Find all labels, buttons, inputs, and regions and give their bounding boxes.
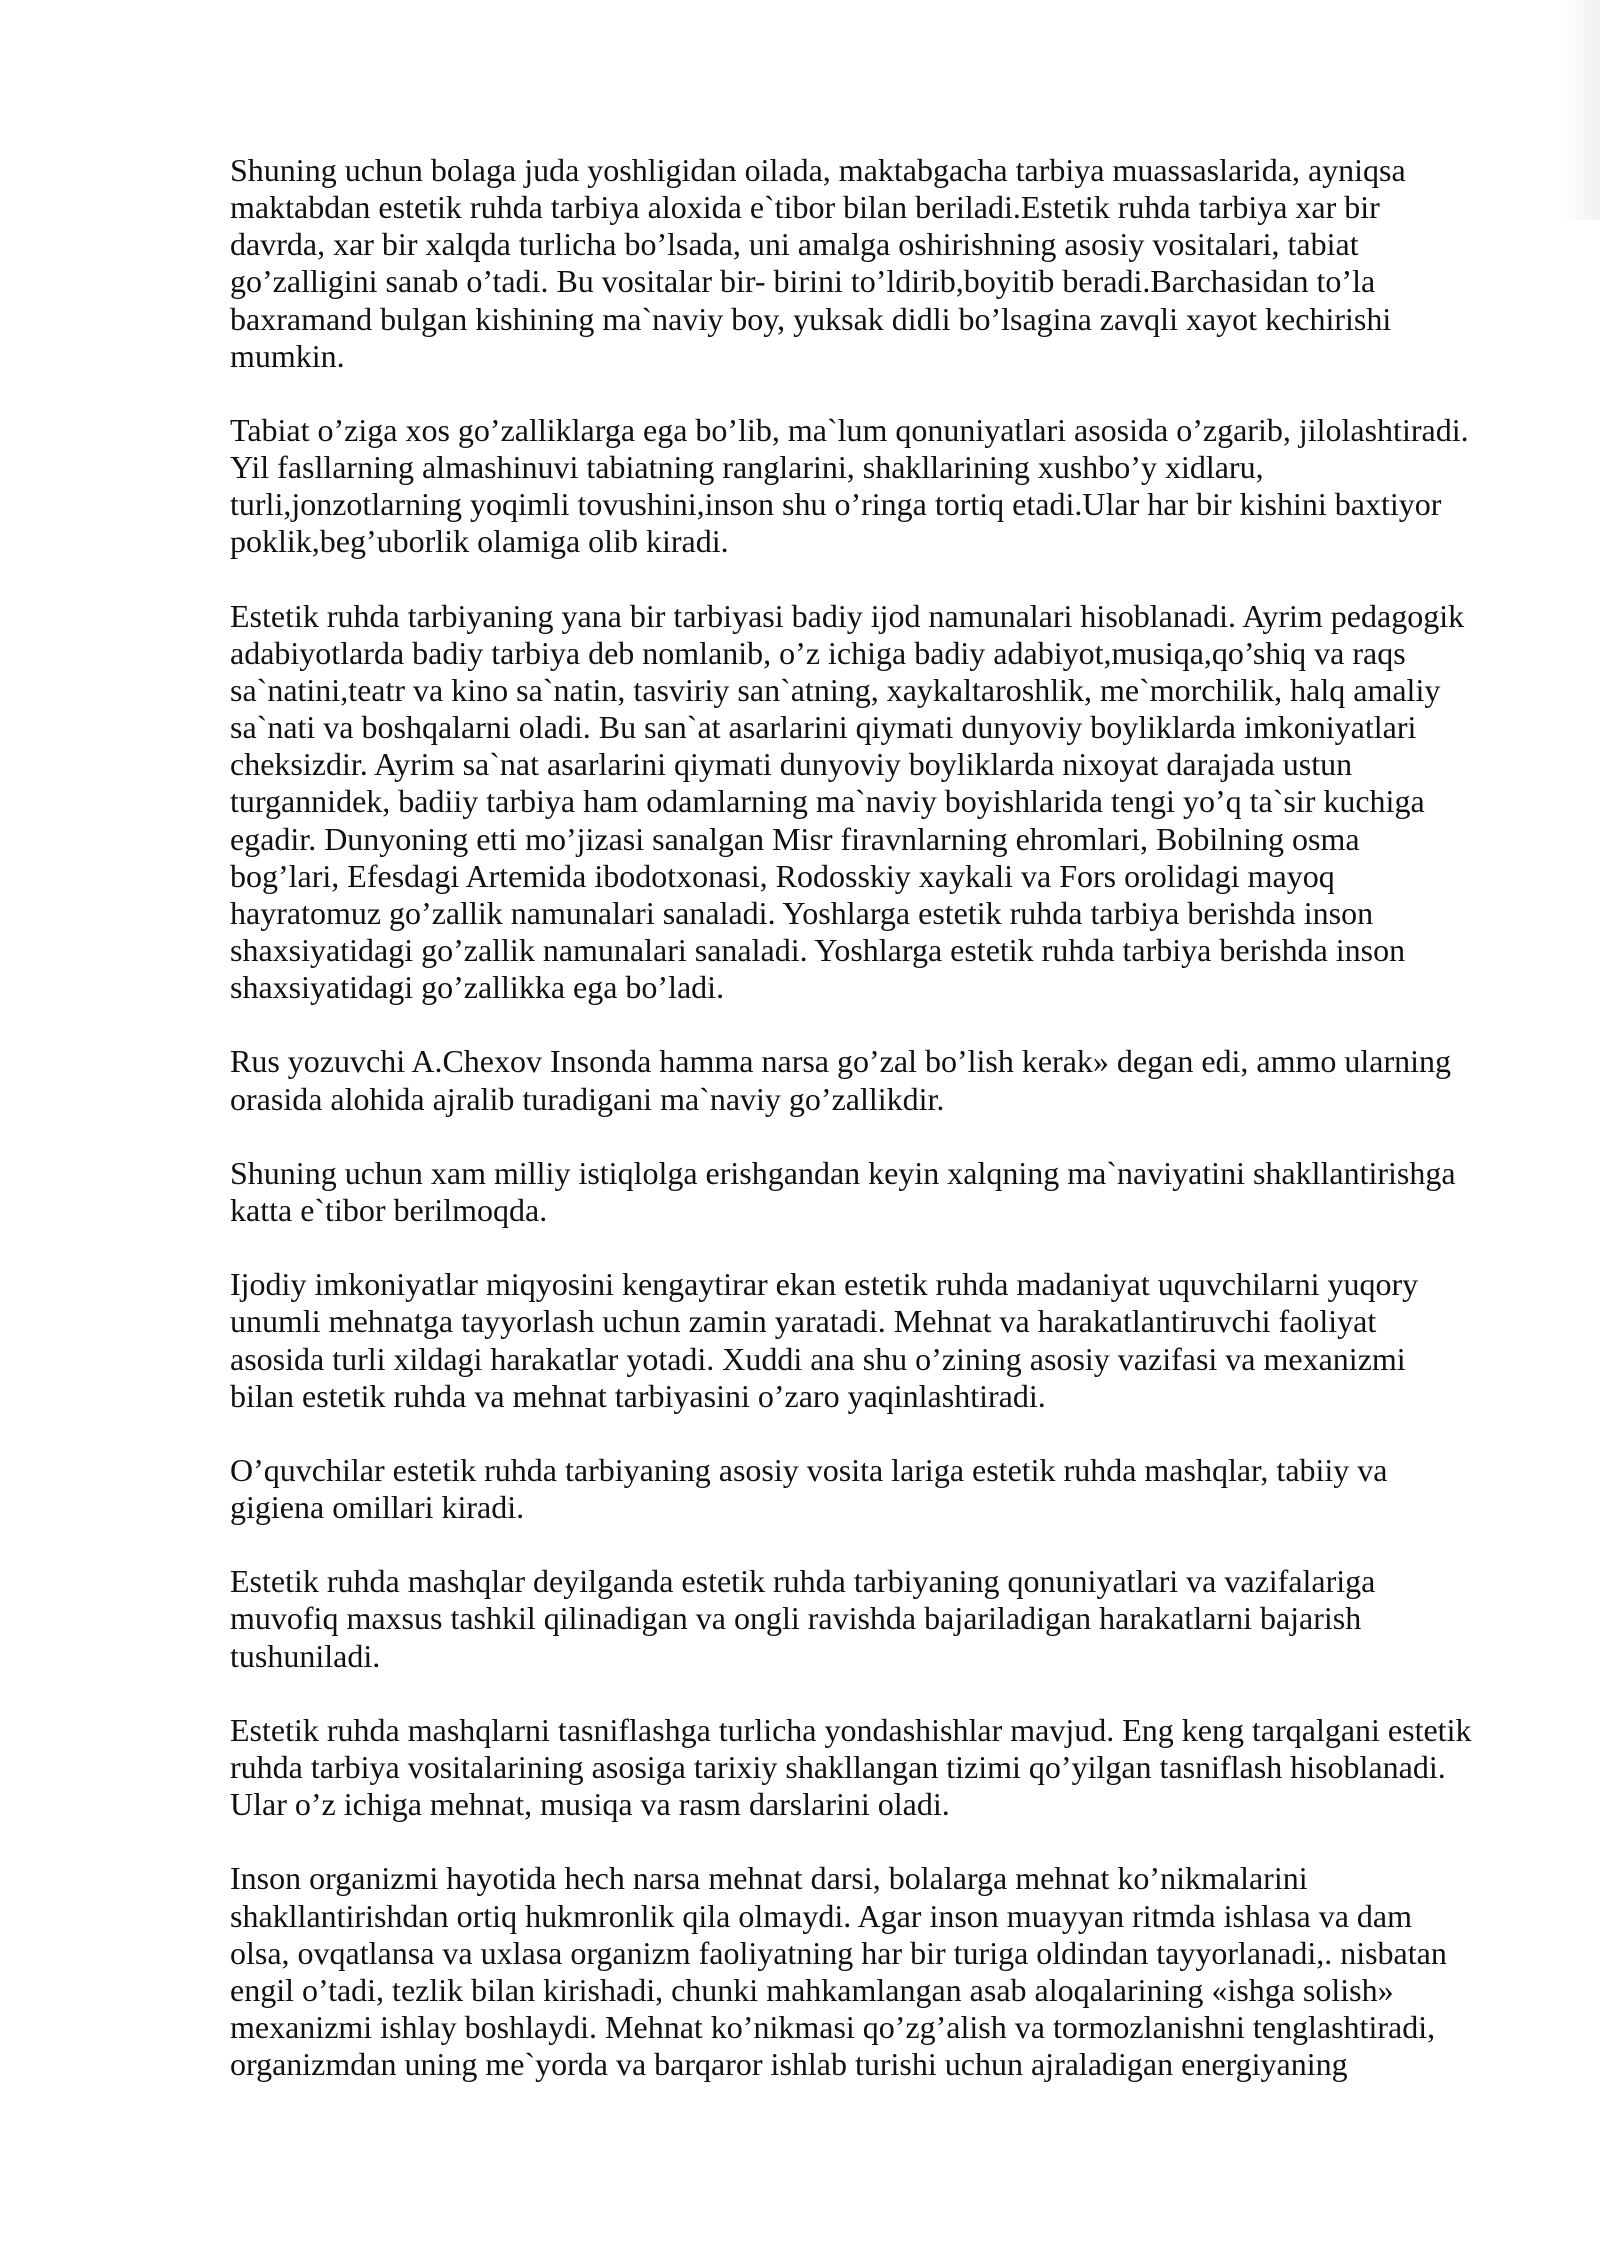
text-line: Shuning uchun bolaga juda yoshligidan oilada, maktabgacha tarbiya muassaslarida, ayniqsa — [230, 152, 1406, 188]
text-line: davrda, xar bir xalqda turlicha bo’lsada, uni amalga oshirishning asosiy vositalari, tabiat — [230, 226, 1359, 263]
text-line: shaxsiyatidagi go’zallik namunalari sanaladi. Yoshlarga estetik ruhda tarbiya berishda inson — [230, 931, 1406, 968]
text-line: Estetik ruhda mashqlarni tasniflashga turlicha yondashishlar mavjud. Eng keng tarqalgani estetik — [230, 1711, 1472, 1748]
text-line: bog’lari, Efesdagi Artemida ibodotxonasi, Rodosskiy xaykali va Fors orolidagi mayoq — [230, 857, 1335, 894]
paragraph-6 — [230, 1266, 1560, 1415]
text-line: maktabdan estetik ruhda tarbiya aloxida e`tibor bilan beriladi.Estetik ruhda tarbiya xar bir — [230, 189, 1380, 226]
text-line: Tabiat o’ziga xos go’zalliklarga ega bo’lib, ma`lum qonuniyatlari asosida o’zgarib, jilolashtiradi. — [230, 411, 1469, 448]
text-line: Rus yozuvchi A.Chexov Insonda hamma narsa go’zal bo’lish kerak» degan edi, ammo ularning — [230, 1043, 1452, 1080]
text-line: mumkin. — [230, 337, 345, 374]
text-line: sa`nati va boshqalarni oladi. Bu san`at asarlarini qiymati dunyoviy boyliklarda imkoniyatlari — [230, 709, 1417, 746]
text-line: turgannidek, badiiy tarbiya ham odamlarning ma`naviy boyishlarida tengi yo’q ta`sir kuchiga — [230, 783, 1425, 820]
text-line: shaxsiyatidagi go’zallikka ega bo’ladi. — [230, 969, 725, 1006]
text-line: Estetik ruhda tarbiyaning yana bir tarbiyasi badiy ijod namunalari hisoblanadi. Ayrim pedagogik — [230, 597, 1465, 634]
paragraph-7 — [230, 1452, 1560, 1526]
text-line: hayratomuz go’zallik namunalari sanaladi. Yoshlarga estetik ruhda tarbiya berishda inson — [230, 894, 1374, 931]
text-line: Estetik ruhda mashqlar deyilganda estetik ruhda tarbiyaning qonuniyatlari va vazifalariga — [230, 1563, 1376, 1600]
text-line: baxramand bulgan kishining ma`naviy boy, yuksak didli bo’lsagina zavqli xayot kechirishi — [230, 300, 1392, 337]
text-line: tushuniladi. — [230, 1637, 381, 1674]
text-line: Yil fasllarning almashinuvi tabiatning ranglarini, shakllarining xushbo’y xidlaru, — [230, 449, 1264, 486]
paragraph-10 — [230, 1860, 1560, 2083]
document-body — [230, 152, 1560, 2120]
text-line: unumli mehnatga tayyorlash uchun zamin yaratadi. Mehnat va harakatlantiruvchi faoliyat — [230, 1303, 1377, 1340]
text-line: orasida alohida ajralib turadigani ma`naviy go’zallikdir. — [230, 1080, 945, 1117]
text-line: O’quvchilar estetik ruhda tarbiyaning asosiy vosita lariga estetik ruhda mashqlar, tabiiy va — [230, 1451, 1388, 1488]
text-line: cheksizdir. Ayrim sa`nat asarlarini qiymati dunyoviy boyliklarda nixoyat darajada ustun — [230, 746, 1353, 783]
paragraph-3 — [230, 598, 1560, 1007]
text-line: olsa, ovqatlansa va uxlasa organizm faoliyatning har bir turiga oldindan tayyorlanadi,. nisbatan — [230, 1934, 1447, 1971]
text-line: bilan estetik ruhda va mehnat tarbiyasini o’zaro yaqinlashtiradi. — [230, 1377, 1046, 1414]
text-line: poklik,beg’uborlik olamiga olib kiradi. — [230, 523, 729, 560]
text-line: sa`natini,teatr va kino sa`natin, tasviriy san`atning, xaykaltaroshlik, me`morchilik, halq amaliy — [230, 671, 1441, 708]
text-line: mexanizmi ishlay boshlaydi. Mehnat ko’nikmasi qo’zg’alish va tormozlanishni tenglashtiradi, — [230, 2009, 1436, 2046]
text-line: Ular o’z ichiga mehnat, musiqa va rasm darslarini oladi. — [230, 1786, 950, 1823]
text-line: Ijodiy imkoniyatlar miqyosini kengaytirar ekan estetik ruhda madaniyat uquvchilarni yuqory — [230, 1266, 1419, 1303]
paragraph-4 — [230, 1043, 1560, 1117]
paragraph-8 — [230, 1563, 1560, 1674]
text-line: Inson organizmi hayotida hech narsa mehnat darsi, bolalarga mehnat ko’nikmalarini — [230, 1860, 1308, 1897]
text-line: adabiyotlarda badiy tarbiya deb nomlanib, o’z ichiga badiy adabiyot,musiqa,qo’shiq va raqs — [230, 634, 1406, 671]
text-line: ruhda tarbiya vositalarining asosiga tarixiy shakllangan tizimi qo’yilgan tasniflash hisoblanadi. — [230, 1749, 1446, 1786]
text-line: muvofiq maxsus tashkil qilinadigan va ongli ravishda bajariladigan harakatlarni bajarish — [230, 1600, 1362, 1637]
text-line: go’zalligini sanab o’tadi. Bu vositalar bir- birini to’ldirib,boyitib beradi.Barchasidan to’la — [230, 263, 1376, 300]
text-line: katta e`tibor berilmoqda. — [230, 1191, 548, 1228]
scan-edge-shadow — [1560, 0, 1600, 220]
paragraph-2 — [230, 412, 1560, 561]
text-line: turli,jonzotlarning yoqimli tovushini,inson shu o’ringa tortiq etadi.Ular har bir kishini baxtiyor — [230, 486, 1442, 523]
text-line: Shuning uchun xam milliy istiqlolga erishgandan keyin xalqning ma`naviyatini shakllantirishga — [230, 1154, 1456, 1191]
text-line: gigiena omillari kiradi. — [230, 1489, 525, 1526]
paragraph-1 — [230, 152, 1560, 375]
paragraph-5 — [230, 1155, 1560, 1229]
text-line: engil o’tadi, tezlik bilan kirishadi, chunki mahkamlangan asab aloqalarining «ishga solish» — [230, 1971, 1394, 2008]
text-line: shakllantirishdan ortiq hukmronlik qila olmaydi. Agar inson muayyan ritmda ishlasa va dam — [230, 1897, 1413, 1934]
text-line: organizmdan uning me`yorda va barqaror ishlab turishi uchun ajraladigan energiyaning — [230, 2046, 1348, 2083]
text-line: egadir. Dunyoning etti mo’jizasi sanalgan Misr firavnlarning ehromlari, Bobilning osma — [230, 820, 1360, 857]
text-line: asosida turli xildagi harakatlar yotadi. Xuddi ana shu o’zining asosiy vazifasi va mexanizmi — [230, 1340, 1406, 1377]
paragraph-9 — [230, 1712, 1560, 1823]
